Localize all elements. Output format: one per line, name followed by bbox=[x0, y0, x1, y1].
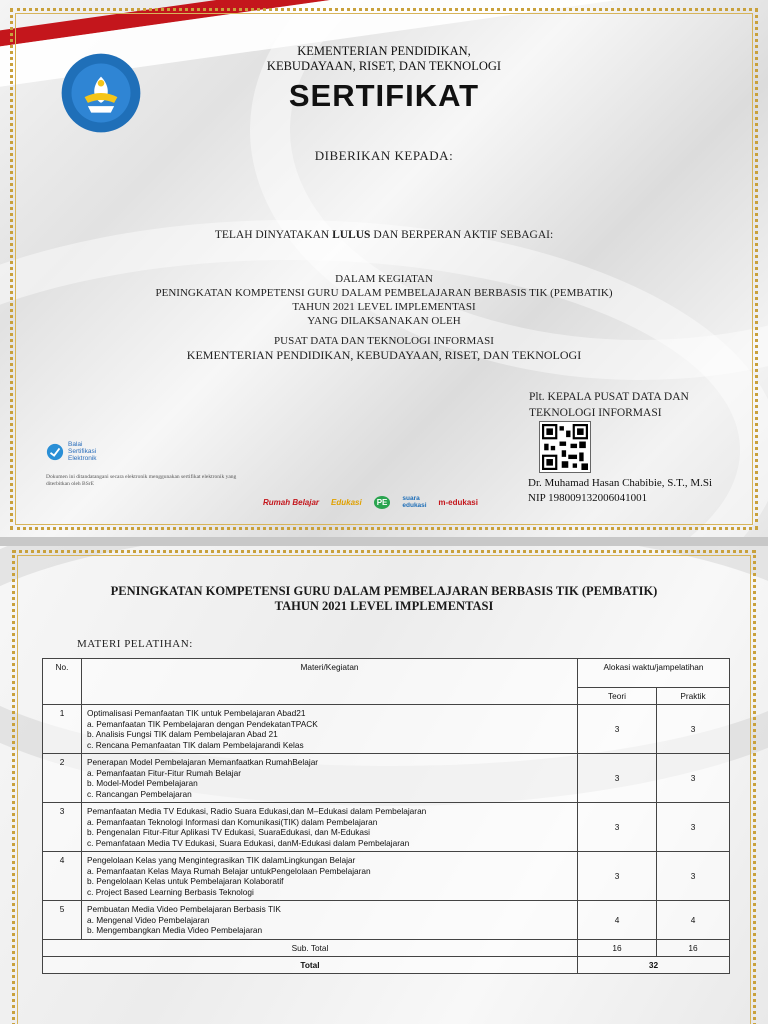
total-label: Total bbox=[43, 956, 578, 973]
activity-line: TAHUN 2021 LEVEL IMPLEMENTASI bbox=[292, 301, 476, 313]
row-item: a. Mengenal Video Pembelajaran bbox=[87, 914, 210, 925]
declaration-line bbox=[0, 229, 768, 241]
table-row bbox=[43, 754, 730, 803]
row-item: a. Pemanfaatan Fitur-Fitur Rumah Belajar bbox=[87, 767, 242, 778]
row-number: 5 bbox=[43, 901, 82, 940]
activity-line: DALAM KEGIATAN bbox=[335, 273, 433, 285]
activity-line: KEMENTERIAN PENDIDIKAN, KEBUDAYAAN, RISET, DAN TEKNOLOGI bbox=[186, 348, 582, 362]
given-to-label: DIBERIKAN KEPADA: bbox=[314, 148, 454, 163]
row-number: 3 bbox=[43, 803, 82, 852]
row-materi bbox=[82, 852, 578, 901]
row-title: Optimalisasi Pemanfaatan TIK untuk Pembelajaran Abad21 bbox=[87, 708, 306, 718]
header-materi: Materi/Kegiatan bbox=[82, 659, 578, 705]
signer-title-line-1: Plt. KEPALA PUSAT DATA DAN bbox=[529, 391, 689, 403]
row-item: c. Rancangan Pembelajaran bbox=[87, 788, 192, 799]
row-number: 2 bbox=[43, 754, 82, 803]
header-alokasi: Alokasi waktu/jampelatihan bbox=[578, 659, 730, 688]
declaration-status: LULUS bbox=[332, 229, 371, 241]
declaration-suffix: DAN BERPERAN AKTIF SEBAGAI: bbox=[373, 229, 554, 241]
table-header-row bbox=[43, 659, 730, 688]
activity-line: PENINGKATAN KOMPETENSI GURU DALAM PEMBELAJARAN BERBASIS TIK (PEMBATIK) bbox=[155, 287, 613, 299]
row-item: b. Analisis Fungsi TIK dalam Pembelajaran Abad 21 bbox=[87, 729, 278, 739]
row-materi bbox=[82, 803, 578, 852]
declaration-prefix: TELAH DINYATAKAN bbox=[214, 229, 330, 241]
row-materi bbox=[82, 901, 578, 940]
row-praktik: 3 bbox=[657, 754, 730, 803]
subtotal-teori: 16 bbox=[578, 939, 657, 956]
annex-heading-line-2: TAHUN 2021 LEVEL IMPLEMENTASI bbox=[274, 599, 494, 613]
total-value: 32 bbox=[578, 956, 730, 973]
annex-heading-line-1: PENINGKATAN KOMPETENSI GURU DALAM PEMBELAJARAN BERBASIS TIK (PEMBATIK) bbox=[110, 584, 658, 598]
signer-title bbox=[529, 389, 689, 421]
table-row bbox=[43, 852, 730, 901]
table-row bbox=[43, 803, 730, 852]
row-item: a. Pemanfaatan Teknologi Informasi dan Komunikasi(TIK) dalam Pembelajaran bbox=[87, 816, 378, 827]
row-item: b. Pengelolaan Kelas untuk Pembelajaran Kolaboratif bbox=[87, 876, 284, 886]
certificate-title: SERTIFIKAT bbox=[288, 78, 480, 113]
subtotal-label: Sub. Total bbox=[43, 939, 578, 956]
row-item: b. Model-Model Pembelajaran bbox=[87, 778, 198, 788]
header-teori: Teori bbox=[578, 688, 657, 705]
materi-label: MATERI PELATIHAN: bbox=[77, 638, 193, 650]
ministry-name bbox=[0, 44, 768, 74]
bsre-logo bbox=[46, 441, 97, 462]
row-item: a. Pemanfaatan Kelas Maya Rumah Belajar untukPengelolaan Pembelajaran bbox=[87, 865, 371, 876]
row-title: Pengelolaan Kelas yang Mengintegrasikan TIK dalamLingkungan Belajar bbox=[87, 855, 356, 865]
row-item: c. Project Based Learning Berbasis Teknologi bbox=[87, 886, 254, 897]
row-item: a. Pemanfaatan TIK Pembelajaran dengan PendekatanTPACK bbox=[87, 718, 318, 729]
signer-block bbox=[528, 476, 712, 506]
partner-logos bbox=[263, 495, 478, 509]
activity-line: YANG DILAKSANAKAN OLEH bbox=[307, 315, 461, 327]
row-item: c. Rencana Pemanfaatan TIK dalam Pembelajarandi Kelas bbox=[87, 739, 304, 750]
m-edukasi-logo: m-edukasi bbox=[438, 497, 478, 507]
bsre-text: Balai bbox=[68, 441, 83, 448]
row-praktik: 3 bbox=[657, 705, 730, 754]
header-no: No. bbox=[43, 659, 82, 705]
row-number: 1 bbox=[43, 705, 82, 754]
bsre-seal-icon bbox=[46, 443, 64, 461]
qr-code-icon bbox=[539, 421, 591, 473]
row-praktik: 3 bbox=[657, 852, 730, 901]
row-teori: 4 bbox=[578, 901, 657, 940]
table-row bbox=[43, 901, 730, 940]
row-title: Pembuatan Media Video Pembelajaran Berbasis TIK bbox=[87, 904, 281, 914]
signer-title-line-2: TEKNOLOGI INFORMASI bbox=[529, 407, 662, 419]
subtotal-row bbox=[43, 939, 730, 956]
suara-edukasi-logo: suara edukasi bbox=[402, 495, 427, 509]
row-item: c. Pemanfataan Media TV Edukasi, Suara Edukasi, danM-Edukasi dalam Pembelajaran bbox=[87, 837, 410, 848]
pe-logo: PE bbox=[374, 496, 391, 509]
row-title: Penerapan Model Pembelajaran Memanfaatkan RumahBelajar bbox=[87, 757, 319, 767]
page-separator bbox=[0, 537, 768, 546]
row-praktik: 3 bbox=[657, 803, 730, 852]
activity-description bbox=[0, 272, 768, 362]
row-teori: 3 bbox=[578, 803, 657, 852]
row-title: Pemanfaatan Media TV Edukasi, Radio Suara Edukasi,dan M–Edukasi dalam Pembelajaran bbox=[87, 806, 427, 816]
signer-name: Dr. Muhamad Hasan Chabibie, S.T., M.Si bbox=[528, 477, 713, 489]
tv-edukasi-logo: Edukasi bbox=[331, 497, 362, 507]
row-teori: 3 bbox=[578, 852, 657, 901]
total-row bbox=[43, 956, 730, 973]
row-item: b. Mengembangkan Media Video Pembelajaran bbox=[87, 925, 263, 935]
training-table bbox=[42, 658, 730, 974]
subtotal-praktik: 16 bbox=[657, 939, 730, 956]
row-materi bbox=[82, 754, 578, 803]
bsre-text: Elektronik bbox=[68, 455, 97, 462]
table-row bbox=[43, 705, 730, 754]
row-praktik: 4 bbox=[657, 901, 730, 940]
rumah-belajar-logo: Rumah Belajar bbox=[263, 497, 320, 507]
ministry-line-2: KEBUDAYAAN, RISET, DAN TEKNOLOGI bbox=[266, 59, 502, 73]
activity-line: PUSAT DATA DAN TEKNOLOGI INFORMASI bbox=[274, 335, 494, 347]
row-number: 4 bbox=[43, 852, 82, 901]
row-item: b. Pengenalan Fitur-Fitur Aplikasi TV Edukasi, SuaraEdukasi, dan M-Edukasi bbox=[87, 827, 371, 837]
header-praktik: Praktik bbox=[657, 688, 730, 705]
annex-page bbox=[0, 546, 768, 1024]
annex-heading bbox=[0, 584, 768, 614]
row-teori: 3 bbox=[578, 705, 657, 754]
signer-nip: NIP 198009132006041001 bbox=[528, 492, 648, 504]
ministry-line-1: KEMENTERIAN PENDIDIKAN, bbox=[297, 44, 471, 58]
row-teori: 3 bbox=[578, 754, 657, 803]
row-materi bbox=[82, 705, 578, 754]
bsre-text: Sertifikasi bbox=[68, 448, 97, 455]
bsre-note: Dokumen ini ditandatangani secara elektronik menggunakan sertifikat elektronik yang diterbitkan oleh BSrE bbox=[46, 474, 237, 487]
